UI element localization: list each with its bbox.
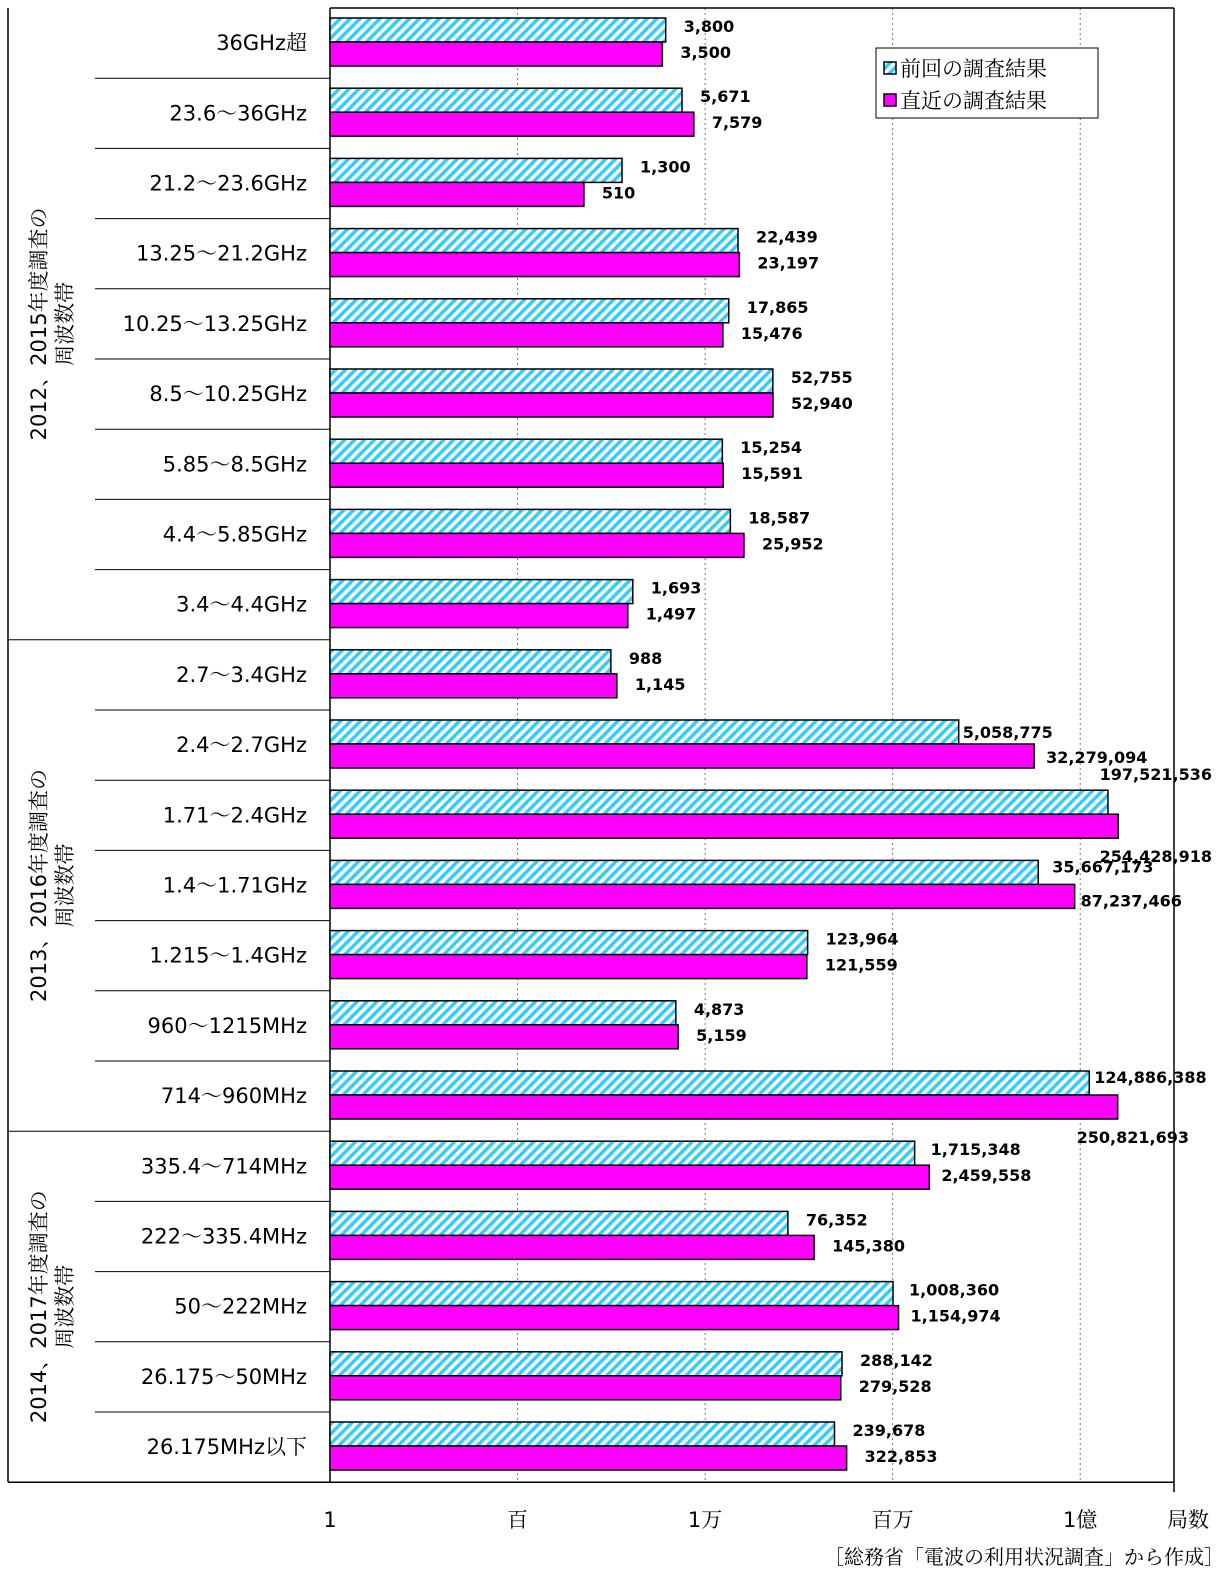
bar-previous <box>330 720 959 744</box>
data-label-previous: 123,964 <box>825 929 899 949</box>
bar-latest <box>330 604 628 628</box>
category-label: 1.4〜1.71GHz <box>162 873 307 898</box>
category-label: 1.71〜2.4GHz <box>162 803 307 828</box>
category-label: 21.2〜23.6GHz <box>149 171 307 196</box>
data-label-latest: 254,428,918 <box>1099 847 1212 867</box>
bar-latest <box>330 814 1118 838</box>
bar-latest <box>330 1025 678 1049</box>
bar-previous <box>330 790 1108 814</box>
data-label-previous: 22,439 <box>756 227 818 247</box>
bar-latest <box>330 1376 841 1400</box>
data-label-previous: 52,755 <box>790 368 853 387</box>
bar-previous <box>330 580 633 604</box>
bar-latest <box>330 253 739 277</box>
bar-previous <box>330 1211 788 1235</box>
bar-previous <box>330 229 738 253</box>
category-label: 2.4〜2.7GHz <box>176 733 307 758</box>
bar-latest <box>330 1095 1118 1119</box>
bar-latest <box>330 533 744 557</box>
bar-previous <box>330 509 730 533</box>
category-label: 8.5〜10.25GHz <box>149 382 307 407</box>
bar-latest <box>330 393 773 417</box>
data-label-previous: 1,715,348 <box>930 1140 1021 1160</box>
category-label: 26.175MHz以下 <box>146 1435 307 1460</box>
bar-previous <box>330 158 622 182</box>
bar-latest <box>330 463 723 487</box>
category-label: 10.25〜13.25GHz <box>122 311 307 336</box>
bar-previous <box>330 1001 676 1025</box>
group-label-line2: 周波数帯 <box>53 843 77 928</box>
category-label: 50〜222MHz <box>174 1294 307 1319</box>
data-label-latest: 1,145 <box>634 674 686 694</box>
bar-latest <box>330 42 662 66</box>
category-label: 335.4〜714MHz <box>140 1154 307 1179</box>
legend-swatch-previous <box>884 62 896 74</box>
data-label-previous: 35,667,173 <box>1052 857 1154 877</box>
data-label-latest: 145,380 <box>832 1236 906 1256</box>
bar-previous <box>330 931 808 955</box>
bar-previous <box>330 860 1038 884</box>
x-tick-label: 1万 <box>687 1508 723 1532</box>
data-label-previous: 197,521,536 <box>1099 765 1212 785</box>
bar-previous <box>330 369 773 393</box>
data-label-latest: 23,197 <box>757 253 820 273</box>
bar-latest <box>330 182 584 206</box>
group-label-line2: 周波数帯 <box>53 1264 77 1349</box>
bar-previous <box>330 1422 834 1446</box>
bar-latest <box>330 112 694 136</box>
data-label-latest: 1,154,974 <box>910 1306 1001 1326</box>
legend-swatch-latest <box>884 94 896 106</box>
bar-latest <box>330 1446 847 1470</box>
legend-label-previous: 前回の調査結果 <box>900 57 1047 81</box>
category-label: 23.6〜36GHz <box>169 101 307 126</box>
data-label-latest: 279,528 <box>858 1376 932 1396</box>
data-label-previous: 76,352 <box>805 1210 868 1230</box>
data-label-latest: 15,591 <box>741 464 803 484</box>
bar-previous <box>330 1141 915 1165</box>
category-label: 960〜1215MHz <box>147 1013 307 1038</box>
bar-previous <box>330 88 682 112</box>
data-label-latest: 2,459,558 <box>941 1166 1032 1186</box>
data-label-previous: 1,008,360 <box>909 1280 1000 1300</box>
bar-previous <box>330 650 611 674</box>
data-label-previous: 18,587 <box>748 508 811 528</box>
bar-previous <box>330 1352 842 1376</box>
data-label-latest: 510 <box>601 183 636 203</box>
data-label-latest: 322,853 <box>864 1447 938 1466</box>
category-label: 2.7〜3.4GHz <box>176 662 307 687</box>
data-label-latest: 15,476 <box>740 323 803 343</box>
x-tick-label: 百 <box>507 1508 529 1532</box>
bar-previous <box>330 1282 893 1306</box>
data-label-latest: 5,159 <box>696 1025 747 1045</box>
data-label-latest: 121,559 <box>824 955 898 975</box>
legend <box>876 48 1098 118</box>
category-label: 26.175〜50MHz <box>140 1364 307 1389</box>
group-label-line1: 2012、2015年度調査の <box>27 207 51 441</box>
data-label-previous: 1,300 <box>640 157 691 177</box>
data-label-previous: 3,800 <box>683 17 735 36</box>
category-label: 3.4〜4.4GHz <box>176 592 307 617</box>
bar-latest <box>330 674 617 698</box>
category-label: 714〜960MHz <box>160 1084 307 1109</box>
data-label-latest: 1,497 <box>645 604 697 624</box>
data-label-latest: 25,952 <box>761 534 824 554</box>
data-label-latest: 3,500 <box>680 43 731 62</box>
bar-latest <box>330 323 723 347</box>
bar-latest <box>330 884 1075 908</box>
group-label <box>27 207 77 440</box>
group-label-line1: 2014、2017年度調査の <box>27 1190 51 1424</box>
data-label-previous: 17,865 <box>746 297 809 317</box>
bar-latest <box>330 1235 814 1259</box>
data-label-latest: 87,237,466 <box>1080 891 1182 911</box>
bar-latest <box>330 1165 929 1189</box>
data-label-previous: 5,671 <box>700 87 751 107</box>
bar-latest <box>330 1306 899 1330</box>
x-tick-label: 1 <box>323 1508 337 1532</box>
category-label: 4.4〜5.85GHz <box>162 522 307 547</box>
bar-previous <box>330 299 729 323</box>
category-label: 5.85〜8.5GHz <box>162 452 307 477</box>
legend-label-latest: 直近の調査結果 <box>900 89 1047 113</box>
data-label-previous: 288,142 <box>859 1350 933 1370</box>
data-label-previous: 5,058,775 <box>962 723 1053 742</box>
x-tick-label: 百万 <box>871 1508 914 1532</box>
data-label-previous: 1,693 <box>650 578 702 598</box>
data-label-previous: 15,254 <box>740 438 803 458</box>
group-label-line2: 周波数帯 <box>53 281 77 366</box>
group-label <box>27 769 77 1002</box>
category-label: 1.215〜1.4GHz <box>149 943 307 968</box>
data-label-latest: 32,279,094 <box>1046 748 1148 767</box>
group-label-line1: 2013、2016年度調査の <box>27 769 51 1002</box>
data-label-previous: 4,873 <box>693 999 745 1019</box>
group-label <box>27 1190 77 1423</box>
bar-latest <box>330 744 1034 768</box>
data-label-previous: 124,886,388 <box>1094 1068 1207 1087</box>
category-label: 222〜335.4MHz <box>140 1224 307 1249</box>
bar-latest <box>330 955 807 979</box>
bar-previous <box>330 1071 1089 1095</box>
source-note: ［総務省「電波の利用状況調査」から作成］ <box>824 1545 1224 1569</box>
data-label-previous: 239,678 <box>852 1421 926 1440</box>
category-label: 36GHz超 <box>216 31 307 56</box>
data-label-latest: 7,579 <box>711 113 763 133</box>
bar-previous <box>330 18 666 42</box>
category-label: 13.25〜21.2GHz <box>136 241 307 266</box>
data-label-previous: 988 <box>628 648 663 668</box>
x-axis-title: 局数 <box>1167 1508 1209 1532</box>
data-label-latest: 250,821,693 <box>1076 1128 1189 1147</box>
data-label-latest: 52,940 <box>790 394 853 413</box>
x-tick-label: 1億 <box>1063 1508 1098 1532</box>
bar-previous <box>330 439 722 463</box>
